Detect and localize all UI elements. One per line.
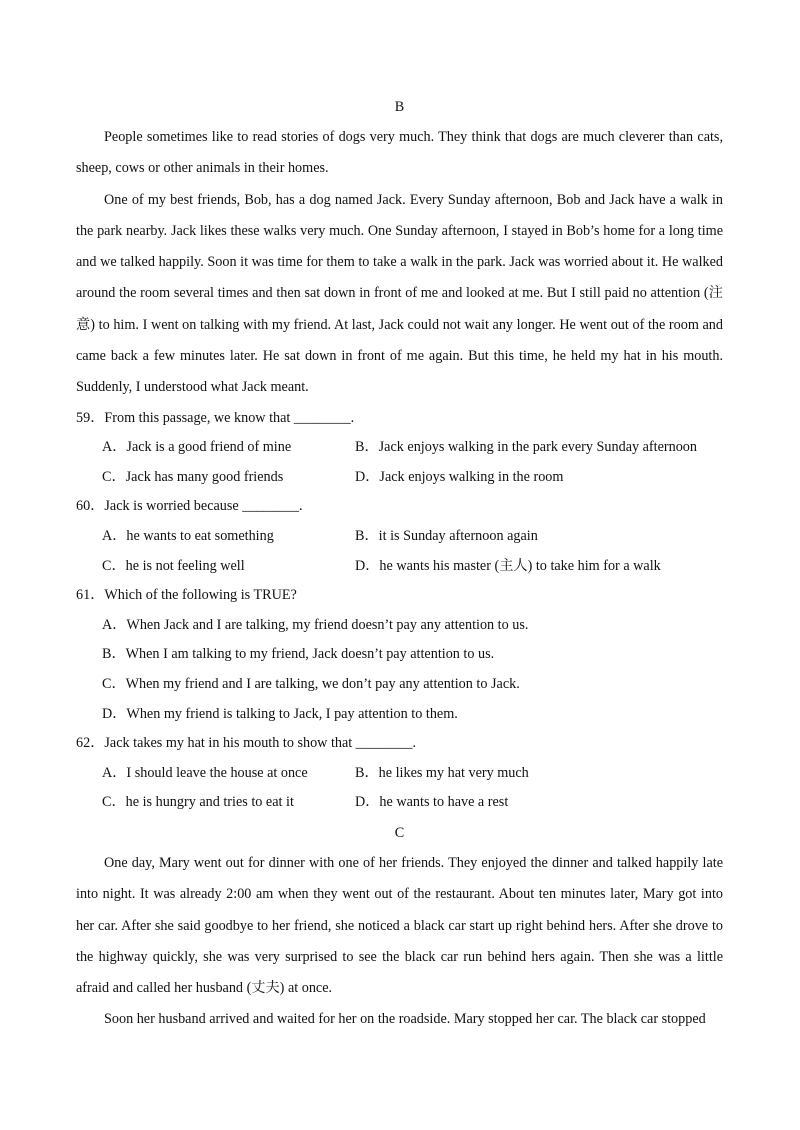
question-60-stem: 60．Jack is worried because ________. bbox=[76, 498, 303, 515]
question-59-options-row-1 bbox=[76, 433, 723, 463]
question-59-option-d[interactable]: D．Jack enjoys walking in the room bbox=[355, 468, 564, 485]
question-62-option-c[interactable]: C．he is hungry and tries to eat it bbox=[102, 794, 294, 811]
question-61-stem: 61．Which of the following is TRUE? bbox=[76, 587, 297, 604]
question-59-option-a[interactable]: A．Jack is a good friend of mine bbox=[102, 439, 292, 456]
question-62-option-d[interactable]: D．he wants to have a rest bbox=[355, 794, 509, 811]
section-heading-b: B bbox=[394, 99, 405, 115]
section-heading-c: C bbox=[394, 824, 405, 841]
question-62-option-a[interactable]: A．I should leave the house at once bbox=[102, 764, 308, 781]
question-60-options-row-2 bbox=[76, 552, 723, 582]
question-60-option-a[interactable]: A．he wants to eat something bbox=[102, 528, 274, 545]
question-61-option-row-d bbox=[76, 700, 723, 730]
question-61-option-row-c bbox=[76, 670, 723, 700]
question-60-option-c[interactable]: C．he is not feeling well bbox=[102, 557, 245, 574]
passage-b-paragraph-2: One of my best friends, Bob, has a dog named Jack. Every Sunday afternoon, Bob and Jack have a walk in the park nearby. Jack likes these walks very much. One Sunday afternoon, I stayed in Bob’s home for a long time and we talked happily. Soon it was time for them to take a walk in the park. Jack was worried about it. He walked around the room several times and then sat down in front of me and looked at me. But I still paid no attention (注意) to him. I went on talking with my friend. At last, Jack could not wait any longer. He went out of the room and came back a few minutes later. He sat down in front of me again. But this time, he held my hat in his mouth. Suddenly, I understood what Jack meant. bbox=[76, 191, 723, 396]
question-61-option-row-b bbox=[76, 640, 723, 670]
question-60-options-row-1 bbox=[76, 522, 723, 552]
passage-c-paragraph-1: One day, Mary went out for dinner with one of her friends. They enjoyed the dinner and talked happily late into night. It was already 2:00 am when they went out of the restaurant. About ten minutes later, Mary got into her car. After she said goodbye to her friend, she noticed a black car start up right behind hers. After she drove to the highway quickly, she was very surprised to see the black car run behind hers again. Then she was a little afraid and called her husband (丈夫) at once. bbox=[76, 854, 723, 997]
question-60-option-b[interactable]: B．it is Sunday afternoon again bbox=[355, 528, 538, 545]
document-page bbox=[76, 92, 723, 1036]
passage-b-paragraph-1: People sometimes like to read stories of dogs very much. They think that dogs are much cleverer than cats, sheep, cows or other animals in their homes. bbox=[76, 129, 723, 177]
question-62-option-b[interactable]: B．he likes my hat very much bbox=[355, 764, 529, 781]
passage-c-paragraph-2: Soon her husband arrived and waited for her on the roadside. Mary stopped her car. The black car stopped bbox=[104, 1011, 706, 1028]
question-61-option-d[interactable]: D．When my friend is talking to Jack, I pay attention to them. bbox=[102, 705, 458, 722]
question-59-option-b[interactable]: B．Jack enjoys walking in the park every Sunday afternoon bbox=[355, 439, 697, 456]
question-59-stem: 59．From this passage, we know that ________. bbox=[76, 409, 355, 426]
question-62-options-row-2 bbox=[76, 788, 723, 818]
question-61-option-a[interactable]: A．When Jack and I are talking, my friend doesn’t pay any attention to us. bbox=[102, 616, 529, 633]
question-61-option-c[interactable]: C．When my friend and I are talking, we don’t pay any attention to Jack. bbox=[102, 676, 520, 693]
question-62-stem: 62．Jack takes my hat in his mouth to show that ________. bbox=[76, 735, 417, 752]
question-59-options-row-2 bbox=[76, 463, 723, 493]
question-59-option-c[interactable]: C．Jack has many good friends bbox=[102, 468, 284, 485]
question-60-option-d[interactable]: D．he wants his master (主人) to take him for a walk bbox=[355, 557, 661, 574]
question-61-option-b[interactable]: B．When I am talking to my friend, Jack doesn’t pay attention to us. bbox=[102, 646, 495, 663]
question-61-option-row-a bbox=[76, 611, 723, 641]
question-62-options-row-1 bbox=[76, 759, 723, 789]
